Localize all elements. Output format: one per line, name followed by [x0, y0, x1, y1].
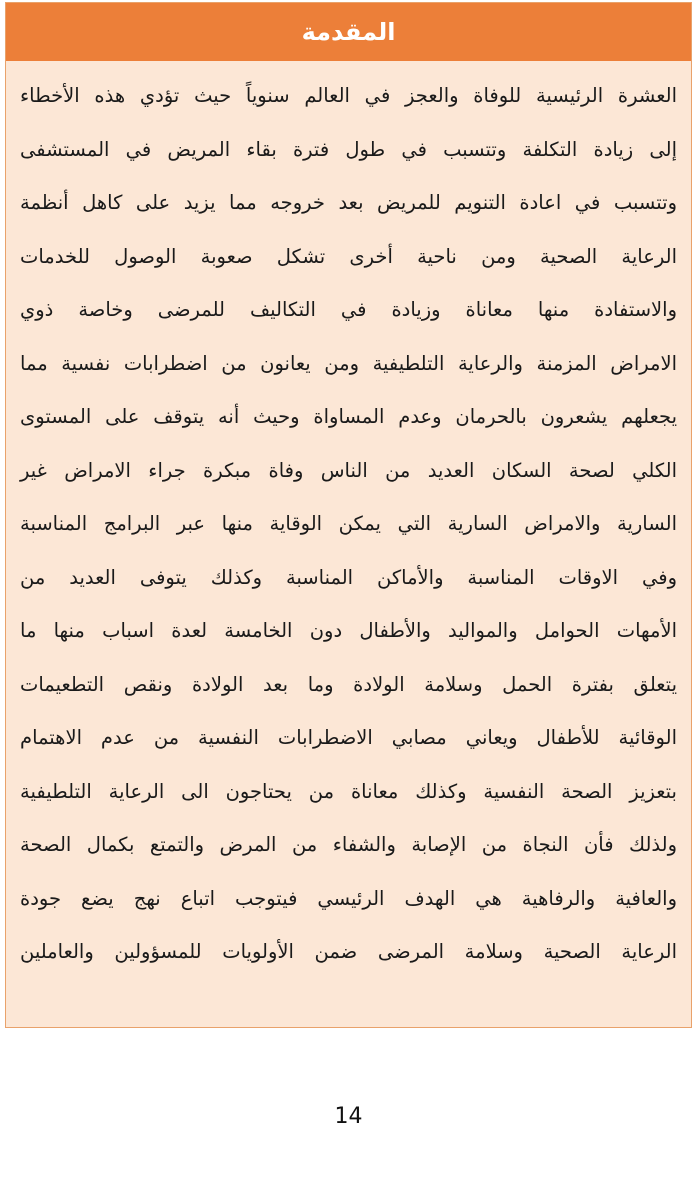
- text-line: وفي الاوقات المناسبة والأماكن المناسبة وكذلك يتوفى العديد من: [20, 565, 677, 589]
- text-line: الامراض المزمنة والرعاية التلطيفية ومن يعانون من اضطرابات نفسية مما: [20, 351, 677, 375]
- text-line: الأمهات الحوامل والمواليد والأطفال دون الخامسة لعدة اسباب منها ما: [20, 619, 677, 642]
- text-line: العشرة الرئيسية للوفاة والعجز في العالم سنوياً حيث تؤدي هذه الأخطاء: [20, 84, 677, 107]
- text-line: وتتسبب في اعادة التنويم للمريض بعد خروجه مما يزيد على كاهل أنظمة: [20, 191, 677, 214]
- text-line: يجعلهم يشعرون بالحرمان وعدم المساواة وحيث أنه يتوقف على المستوى: [20, 405, 677, 428]
- text-line: والاستفادة منها معاناة وزيادة في التكاليف للمرضى وخاصة ذوي: [20, 298, 677, 321]
- text-line: إلى زيادة التكلفة وتتسبب في طول فترة بقاء المريض في المستشفى: [20, 137, 677, 161]
- page-number: 14: [334, 1104, 363, 1129]
- content-panel: [5, 2, 692, 1028]
- text-line: الوقائية للأطفال ويعاني مصابي الاضطرابات النفسية من عدم الاهتمام: [20, 726, 677, 749]
- text-line: يتعلق بفترة الحمل وسلامة الولادة وما بعد الولادة ونقص التطعيمات: [20, 672, 677, 696]
- text-line: بتعزيز الصحة النفسية وكذلك معاناة من يحتاجون الى الرعاية التلطيفية: [20, 779, 677, 803]
- section-title: المقدمة: [6, 3, 691, 61]
- text-line: السارية والامراض السارية التي يمكن الوقاية منها عبر البرامج المناسبة: [20, 512, 677, 535]
- text-line: الرعاية الصحية ومن ناحية أخرى تشكل صعوبة الوصول للخدمات: [20, 244, 677, 268]
- body-text: [6, 69, 691, 979]
- text-line: والعافية والرفاهية هي الهدف الرئيسي فيتوجب اتباع نهج يضع جودة: [20, 886, 677, 910]
- text-line: الرعاية الصحية وسلامة المرضى ضمن الأولويات للمسؤولين والعاملين: [20, 940, 677, 963]
- text-line: الكلي لصحة السكان العديد من الناس وفاة مبكرة جراء الامراض غير: [20, 458, 677, 482]
- text-line: ولذلك فأن النجاة من الإصابة والشفاء من المرض والتمتع بكمال الصحة: [20, 833, 677, 856]
